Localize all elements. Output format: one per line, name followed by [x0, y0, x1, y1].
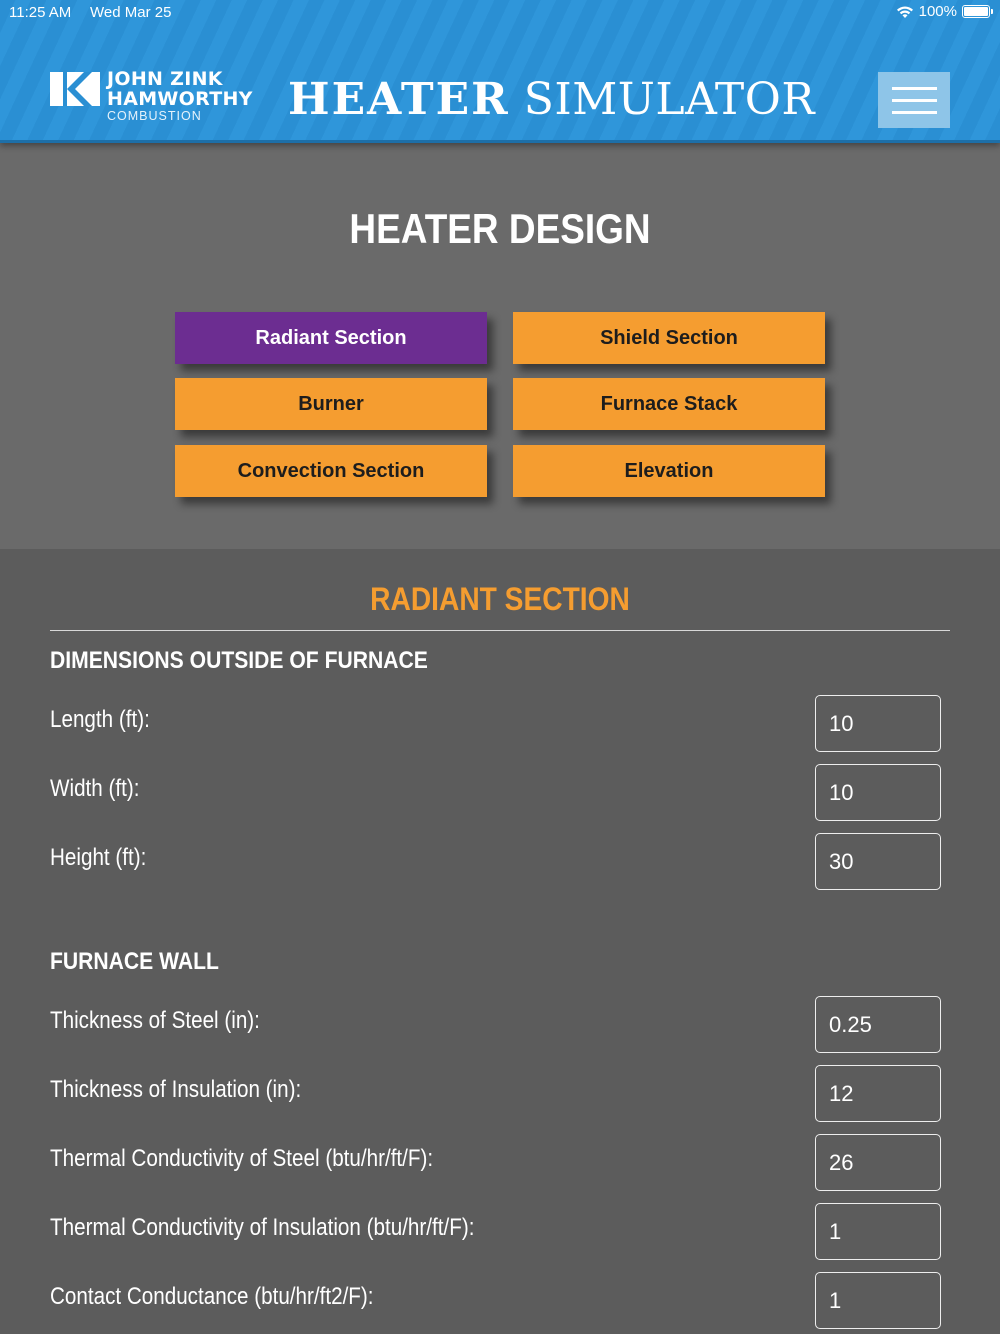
section-divider [50, 630, 950, 631]
status-bar [0, 0, 1000, 26]
burner-button[interactable]: Burner [175, 378, 487, 430]
furnace-stack-button[interactable]: Furnace Stack [513, 378, 825, 430]
app-header [0, 0, 1000, 143]
length-input[interactable] [815, 695, 941, 752]
app-title-bold: HEATER [288, 74, 510, 125]
insulation-thickness-input[interactable] [815, 1065, 941, 1122]
status-time: 11:25 AM [9, 4, 72, 21]
battery-percent: 100% [918, 3, 957, 20]
field-label-width: Width (ft): [50, 775, 140, 802]
logo-text-john-zink: JOHN ZINK [107, 68, 223, 90]
logo-mark-icon [50, 72, 100, 106]
hamburger-menu-button[interactable] [878, 72, 950, 128]
contact-conductance-input[interactable] [815, 1272, 941, 1329]
field-label-steel-conductivity: Thermal Conductivity of Steel (btu/hr/ft/F): [50, 1145, 434, 1172]
field-label-insulation-thickness: Thickness of Insulation (in): [50, 1076, 302, 1103]
status-date: Wed Mar 25 [90, 4, 172, 21]
field-label-contact-conductance: Contact Conductance (btu/hr/ft2/F): [50, 1283, 374, 1310]
company-logo [50, 68, 253, 126]
heater-design-panel [0, 143, 1000, 549]
group-heading-dimensions: DIMENSIONS OUTSIDE OF FURNACE [50, 647, 428, 674]
insulation-conductivity-input[interactable] [815, 1203, 941, 1260]
width-input[interactable] [815, 764, 941, 821]
section-title: RADIANT SECTION [370, 581, 630, 617]
elevation-button[interactable]: Elevation [513, 445, 825, 497]
app-title [288, 72, 815, 128]
battery-icon [962, 5, 990, 18]
hamburger-menu-icon [892, 87, 937, 90]
logo-text-hamworthy: HAMWORTHY [107, 88, 253, 110]
group-heading-furnace-wall: FURNACE WALL [50, 948, 219, 975]
wifi-icon [896, 5, 914, 19]
radiant-section-panel [0, 549, 1000, 1334]
height-input[interactable] [815, 833, 941, 890]
field-label-steel-thickness: Thickness of Steel (in): [50, 1007, 260, 1034]
convection-section-button[interactable]: Convection Section [175, 445, 487, 497]
status-indicators [896, 3, 990, 20]
radiant-section-button[interactable]: Radiant Section [175, 312, 487, 364]
field-label-length: Length (ft): [50, 706, 150, 733]
logo-text-combustion: COMBUSTION [107, 109, 202, 123]
page-title: HEATER DESIGN [349, 205, 651, 252]
steel-thickness-input[interactable] [815, 996, 941, 1053]
shield-section-button[interactable]: Shield Section [513, 312, 825, 364]
app-title-light: SIMULATOR [523, 74, 815, 125]
field-label-insulation-conductivity: Thermal Conductivity of Insulation (btu/hr/ft/F): [50, 1214, 475, 1241]
field-label-height: Height (ft): [50, 844, 147, 871]
steel-conductivity-input[interactable] [815, 1134, 941, 1191]
